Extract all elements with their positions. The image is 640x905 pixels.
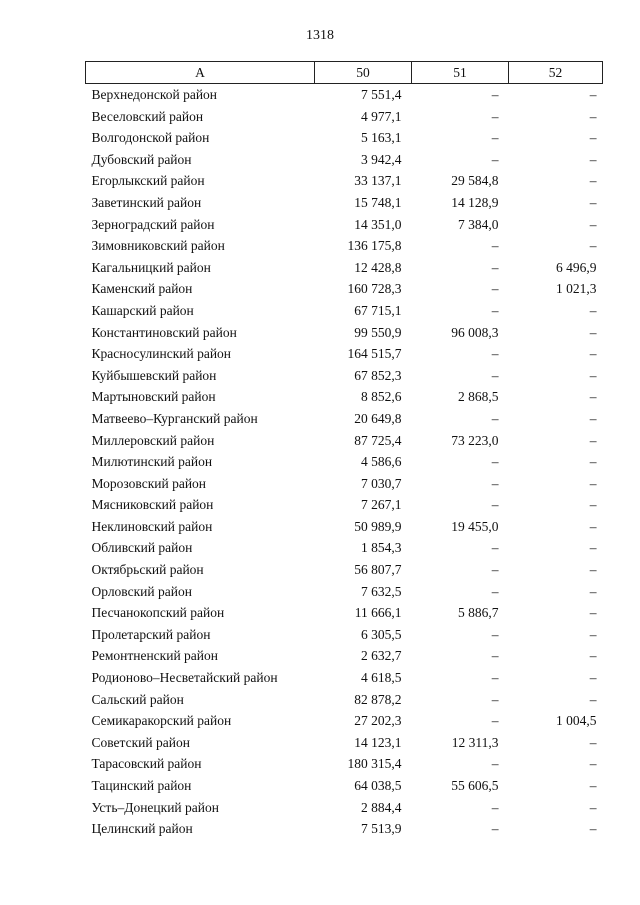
value-cell-51: 29 584,8 bbox=[451, 173, 499, 189]
table-row bbox=[86, 602, 603, 624]
district-name-cell: Егорлыкский район bbox=[91, 173, 205, 189]
value-cell-52: – bbox=[589, 626, 597, 642]
value-cell-52: 1 021,3 bbox=[556, 281, 597, 297]
value-cell-51: – bbox=[491, 713, 499, 729]
value-cell-51: – bbox=[491, 151, 499, 167]
value-cell-52: – bbox=[589, 562, 597, 578]
value-cell-52: 1 004,5 bbox=[556, 713, 597, 729]
value-cell-52: – bbox=[589, 691, 597, 707]
table-row bbox=[86, 537, 603, 559]
table-row bbox=[86, 645, 603, 667]
value-cell-50: 64 038,5 bbox=[354, 778, 402, 793]
district-name-cell: Волгодонской район bbox=[91, 130, 210, 146]
value-cell-51: – bbox=[491, 130, 499, 146]
district-name-cell: Миллеровский район bbox=[91, 432, 215, 448]
value-cell-50: 12 428,8 bbox=[354, 259, 402, 275]
value-cell-51: – bbox=[491, 821, 499, 837]
district-name-cell: Зимовниковский район bbox=[91, 238, 225, 254]
district-name-cell: Родионово–Несветайский район bbox=[91, 670, 278, 686]
value-cell-51: – bbox=[491, 302, 499, 318]
district-name-cell: Константиновский район bbox=[91, 324, 237, 340]
value-cell-52: – bbox=[589, 497, 597, 513]
district-name-cell: Дубовский район bbox=[91, 151, 192, 167]
value-cell-51: 5 886,7 bbox=[458, 605, 499, 621]
value-cell-52: – bbox=[589, 734, 597, 750]
value-cell-50: 160 728,3 bbox=[347, 281, 402, 297]
value-cell-52: – bbox=[589, 778, 597, 793]
value-cell-52: – bbox=[589, 87, 597, 102]
value-cell-50: 14 123,1 bbox=[354, 734, 402, 750]
data-table bbox=[85, 61, 603, 840]
value-cell-52: – bbox=[589, 475, 597, 491]
value-cell-50: 7 551,4 bbox=[361, 87, 402, 102]
district-name-cell: Красносулинский район bbox=[91, 346, 232, 362]
value-cell-51: – bbox=[491, 626, 499, 642]
value-cell-50: 67 715,1 bbox=[354, 302, 402, 318]
value-cell-52: – bbox=[589, 821, 597, 837]
value-cell-52: 6 496,9 bbox=[556, 259, 597, 275]
column-header-51: 51 bbox=[412, 62, 509, 84]
header-row bbox=[86, 62, 603, 84]
table-row bbox=[86, 818, 603, 840]
value-cell-52: – bbox=[589, 346, 597, 362]
value-cell-52: – bbox=[589, 389, 597, 405]
district-name-cell: Усть–Донецкий район bbox=[91, 799, 219, 815]
district-name-cell: Кагальницкий район bbox=[91, 259, 211, 275]
value-cell-51: – bbox=[491, 497, 499, 513]
table-row bbox=[86, 753, 603, 775]
table-row bbox=[86, 192, 603, 214]
value-cell-50: 4 586,6 bbox=[361, 454, 402, 470]
value-cell-50: 5 163,1 bbox=[361, 130, 402, 146]
value-cell-50: 3 942,4 bbox=[361, 151, 402, 167]
table-row bbox=[86, 732, 603, 754]
district-name-cell: Морозовский район bbox=[91, 475, 207, 491]
value-cell-52: – bbox=[589, 454, 597, 470]
table-row bbox=[86, 408, 603, 430]
table-row bbox=[86, 365, 603, 387]
value-cell-50: 2 632,7 bbox=[361, 648, 402, 664]
value-cell-50: 4 618,5 bbox=[361, 670, 402, 686]
district-name-cell: Верхнедонской район bbox=[91, 87, 218, 102]
page-number: 1318 bbox=[306, 28, 334, 43]
table-row bbox=[86, 516, 603, 538]
district-name-cell: Веселовский район bbox=[91, 108, 204, 124]
value-cell-52: – bbox=[589, 605, 597, 621]
value-cell-52: – bbox=[589, 216, 597, 232]
table-row bbox=[86, 149, 603, 171]
value-cell-52: – bbox=[589, 173, 597, 189]
value-cell-51: – bbox=[491, 454, 499, 470]
district-name-cell: Неклиновский район bbox=[91, 518, 213, 534]
value-cell-51: 12 311,3 bbox=[451, 734, 499, 750]
table-row bbox=[86, 667, 603, 689]
value-cell-51: 19 455,0 bbox=[451, 518, 499, 534]
value-cell-51: 73 223,0 bbox=[451, 432, 499, 448]
value-cell-52: – bbox=[589, 540, 597, 556]
table-row bbox=[86, 257, 603, 279]
value-cell-50: 82 878,2 bbox=[354, 691, 402, 707]
table-row bbox=[86, 322, 603, 344]
value-cell-50: 7 632,5 bbox=[361, 583, 402, 599]
value-cell-51: 96 008,3 bbox=[451, 324, 499, 340]
value-cell-52: – bbox=[589, 367, 597, 383]
value-cell-52: – bbox=[589, 648, 597, 664]
table-row bbox=[86, 494, 603, 516]
table-header bbox=[86, 62, 603, 84]
value-cell-50: 99 550,9 bbox=[354, 324, 402, 340]
value-cell-51: – bbox=[491, 670, 499, 686]
district-name-cell: Милютинский район bbox=[91, 454, 213, 470]
value-cell-52: – bbox=[589, 756, 597, 772]
table-row bbox=[86, 624, 603, 646]
value-cell-51: – bbox=[491, 799, 499, 815]
table-row bbox=[86, 235, 603, 257]
table-row bbox=[86, 473, 603, 495]
table-row bbox=[86, 214, 603, 236]
column-header-a: А bbox=[86, 62, 315, 84]
table-row bbox=[86, 170, 603, 192]
value-cell-52: – bbox=[589, 518, 597, 534]
table-row bbox=[86, 581, 603, 603]
district-name-cell: Октябрьский район bbox=[91, 562, 204, 578]
value-cell-51: – bbox=[491, 367, 499, 383]
district-name-cell: Каменский район bbox=[91, 281, 193, 297]
value-cell-51: 7 384,0 bbox=[458, 216, 499, 232]
value-cell-50: 56 807,7 bbox=[354, 562, 402, 578]
table-row bbox=[86, 127, 603, 149]
table-row bbox=[86, 106, 603, 128]
value-cell-51: – bbox=[491, 108, 499, 124]
value-cell-50: 33 137,1 bbox=[354, 173, 402, 189]
column-header-52: 52 bbox=[509, 62, 603, 84]
value-cell-51: – bbox=[491, 562, 499, 578]
table-row bbox=[86, 84, 603, 106]
district-name-cell: Кашарский район bbox=[91, 302, 194, 318]
value-cell-50: 8 852,6 bbox=[361, 389, 402, 405]
value-cell-50: 1 854,3 bbox=[361, 540, 402, 556]
value-cell-50: 50 989,9 bbox=[354, 518, 402, 534]
value-cell-50: 27 202,3 bbox=[354, 713, 402, 729]
district-name-cell: Семикаракорский район bbox=[91, 713, 232, 729]
value-cell-51: – bbox=[491, 540, 499, 556]
value-cell-50: 4 977,1 bbox=[361, 108, 402, 124]
table-row bbox=[86, 451, 603, 473]
district-name-cell: Матвеево–Курганский район bbox=[91, 410, 258, 426]
table-row bbox=[86, 386, 603, 408]
value-cell-50: 164 515,7 bbox=[347, 346, 402, 362]
district-name-cell: Песчанокопский район bbox=[91, 605, 225, 621]
value-cell-52: – bbox=[589, 108, 597, 124]
district-name-cell: Сальский район bbox=[91, 691, 184, 707]
district-name-cell: Куйбышевский район bbox=[91, 367, 217, 383]
value-cell-51: – bbox=[491, 410, 499, 426]
table-row bbox=[86, 430, 603, 452]
district-name-cell: Тацинский район bbox=[91, 778, 192, 793]
value-cell-50: 7 513,9 bbox=[361, 821, 402, 837]
value-cell-50: 67 852,3 bbox=[354, 367, 402, 383]
column-header-50: 50 bbox=[315, 62, 412, 84]
value-cell-51: 55 606,5 bbox=[451, 778, 499, 793]
value-cell-50: 180 315,4 bbox=[347, 756, 402, 772]
value-cell-50: 7 030,7 bbox=[361, 475, 402, 491]
value-cell-51: – bbox=[491, 238, 499, 254]
table-row bbox=[86, 343, 603, 365]
value-cell-51: – bbox=[491, 475, 499, 491]
district-name-cell: Ремонтненский район bbox=[91, 648, 218, 664]
value-cell-52: – bbox=[589, 194, 597, 210]
district-name-cell: Пролетарский район bbox=[91, 626, 211, 642]
value-cell-50: 11 666,1 bbox=[354, 605, 402, 621]
district-name-cell: Обливский район bbox=[91, 540, 193, 556]
district-name-cell: Целинский район bbox=[91, 821, 193, 837]
value-cell-50: 20 649,8 bbox=[354, 410, 402, 426]
table-row bbox=[86, 689, 603, 711]
value-cell-50: 7 267,1 bbox=[361, 497, 402, 513]
value-cell-51: – bbox=[491, 583, 499, 599]
district-name-cell: Зерноградский район bbox=[91, 216, 215, 232]
value-cell-50: 15 748,1 bbox=[354, 194, 402, 210]
value-cell-52: – bbox=[589, 670, 597, 686]
district-name-cell: Мартыновский район bbox=[91, 389, 216, 405]
value-cell-52: – bbox=[589, 302, 597, 318]
value-cell-52: – bbox=[589, 324, 597, 340]
value-cell-51: – bbox=[491, 87, 499, 102]
value-cell-52: – bbox=[589, 130, 597, 146]
value-cell-51: – bbox=[491, 691, 499, 707]
value-cell-51: 2 868,5 bbox=[458, 389, 499, 405]
value-cell-50: 136 175,8 bbox=[347, 238, 402, 254]
value-cell-51: – bbox=[491, 346, 499, 362]
table-row bbox=[86, 797, 603, 819]
district-name-cell: Заветинский район bbox=[91, 194, 202, 210]
value-cell-51: – bbox=[491, 281, 499, 297]
value-cell-51: 14 128,9 bbox=[451, 194, 499, 210]
table-row bbox=[86, 775, 603, 797]
district-name-cell: Мясниковский район bbox=[91, 497, 214, 513]
value-cell-51: – bbox=[491, 648, 499, 664]
value-cell-52: – bbox=[589, 151, 597, 167]
table-row bbox=[86, 559, 603, 581]
table-body bbox=[86, 84, 603, 840]
value-cell-50: 87 725,4 bbox=[354, 432, 402, 448]
district-name-cell: Тарасовский район bbox=[91, 756, 202, 772]
district-name-cell: Советский район bbox=[91, 734, 190, 750]
district-name-cell: Орловский район bbox=[91, 583, 192, 599]
table-row bbox=[86, 710, 603, 732]
value-cell-52: – bbox=[589, 583, 597, 599]
value-cell-52: – bbox=[589, 432, 597, 448]
table-row bbox=[86, 278, 603, 300]
value-cell-50: 2 884,4 bbox=[361, 799, 402, 815]
value-cell-52: – bbox=[589, 238, 597, 254]
value-cell-52: – bbox=[589, 410, 597, 426]
value-cell-50: 14 351,0 bbox=[354, 216, 402, 232]
value-cell-51: – bbox=[491, 259, 499, 275]
table-row bbox=[86, 300, 603, 322]
value-cell-51: – bbox=[491, 756, 499, 772]
value-cell-52: – bbox=[589, 799, 597, 815]
value-cell-50: 6 305,5 bbox=[361, 626, 402, 642]
